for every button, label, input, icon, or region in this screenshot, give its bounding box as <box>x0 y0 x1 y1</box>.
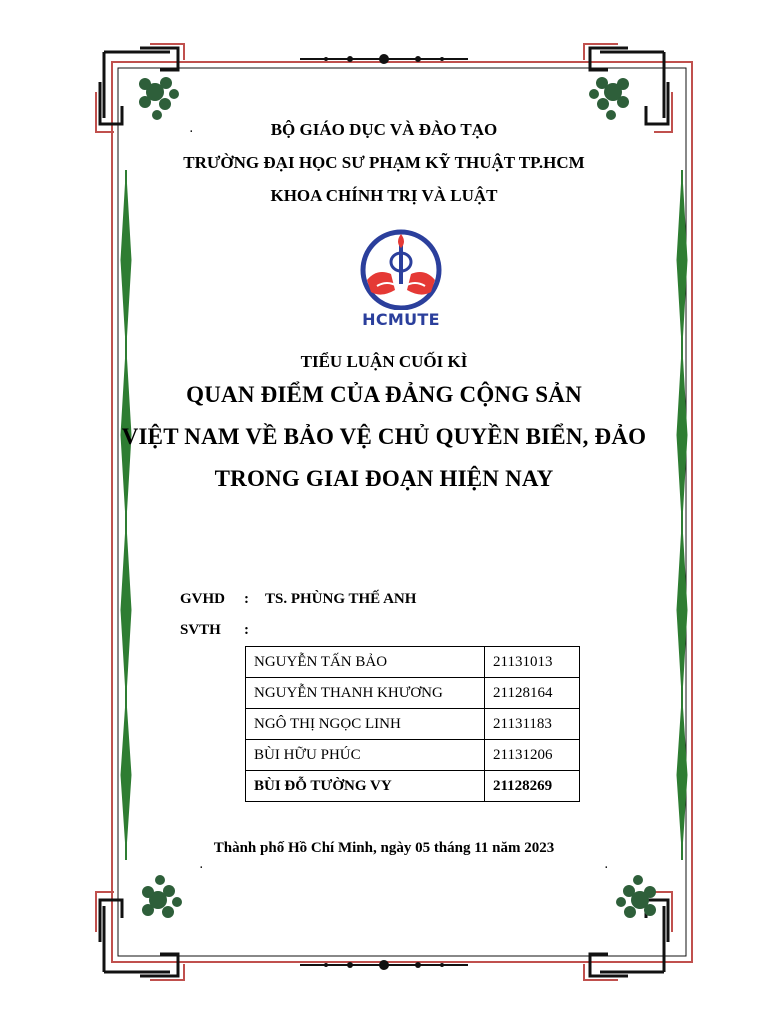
logo-emblem-icon <box>357 228 445 310</box>
student-name: BÙI HỮU PHÚC <box>246 740 485 771</box>
place-and-date: Thành phố Hồ Chí Minh, ngày 05 tháng 11 năm 2023 <box>213 840 555 856</box>
student-id: 21128164 <box>485 678 580 709</box>
title-line-1: QUAN ĐIỂM CỦA ĐẢNG CỘNG SẢN <box>186 382 582 407</box>
university-logo <box>357 228 445 333</box>
logo-text: HCMUTE <box>362 310 440 329</box>
students-separator: : <box>244 622 249 638</box>
student-id: 21131206 <box>485 740 580 771</box>
table-row <box>246 740 580 771</box>
ministry-name: BỘ GIÁO DỤC VÀ ĐÀO TẠO <box>270 120 498 139</box>
bullet-dot: . <box>605 860 608 871</box>
student-name: NGUYỄN THANH KHƯƠNG <box>246 678 485 709</box>
leaf-cluster-top-right <box>589 77 629 120</box>
table-row <box>246 678 580 709</box>
corner-ornament-bottom-right <box>584 892 672 980</box>
leaf-cluster-bottom-left <box>142 875 182 918</box>
table-row <box>246 709 580 740</box>
corner-ornament-top-left <box>96 44 184 132</box>
corner-ornament-top-right <box>584 44 672 132</box>
table-row <box>246 771 580 802</box>
university-name: TRƯỜNG ĐẠI HỌC SƯ PHẠM KỸ THUẬT TP.HCM <box>183 153 585 172</box>
student-id: 21131183 <box>485 709 580 740</box>
faculty-name: KHOA CHÍNH TRỊ VÀ LUẬT <box>270 186 498 205</box>
document-type: TIỂU LUẬN CUỐI KÌ <box>300 352 468 371</box>
vine-left <box>121 170 131 860</box>
leaf-cluster-bottom-right <box>616 875 656 918</box>
advisor-name: TS. PHÙNG THẾ ANH <box>265 591 417 607</box>
title-line-3: TRONG GIAI ĐOẠN HIỆN NAY <box>214 466 554 491</box>
students-table <box>245 646 580 802</box>
student-id: 21128269 <box>485 771 580 802</box>
advisor-separator: : <box>244 591 249 607</box>
student-name: BÙI ĐỖ TƯỜNG VY <box>246 771 485 802</box>
students-label: SVTH <box>180 622 221 638</box>
bullet-dot: . <box>190 124 193 135</box>
student-id: 21131013 <box>485 647 580 678</box>
corner-ornament-bottom-left <box>96 892 184 980</box>
bullet-dot: . <box>200 860 203 871</box>
table-row <box>246 647 580 678</box>
advisor-label: GVHD <box>180 591 225 607</box>
leaf-cluster-top-left <box>139 77 179 120</box>
student-name: NGÔ THỊ NGỌC LINH <box>246 709 485 740</box>
student-name: NGUYỄN TẤN BẢO <box>246 647 485 678</box>
title-line-2: VIỆT NAM VỀ BẢO VỆ CHỦ QUYỀN BIỂN, ĐẢO <box>121 424 647 449</box>
